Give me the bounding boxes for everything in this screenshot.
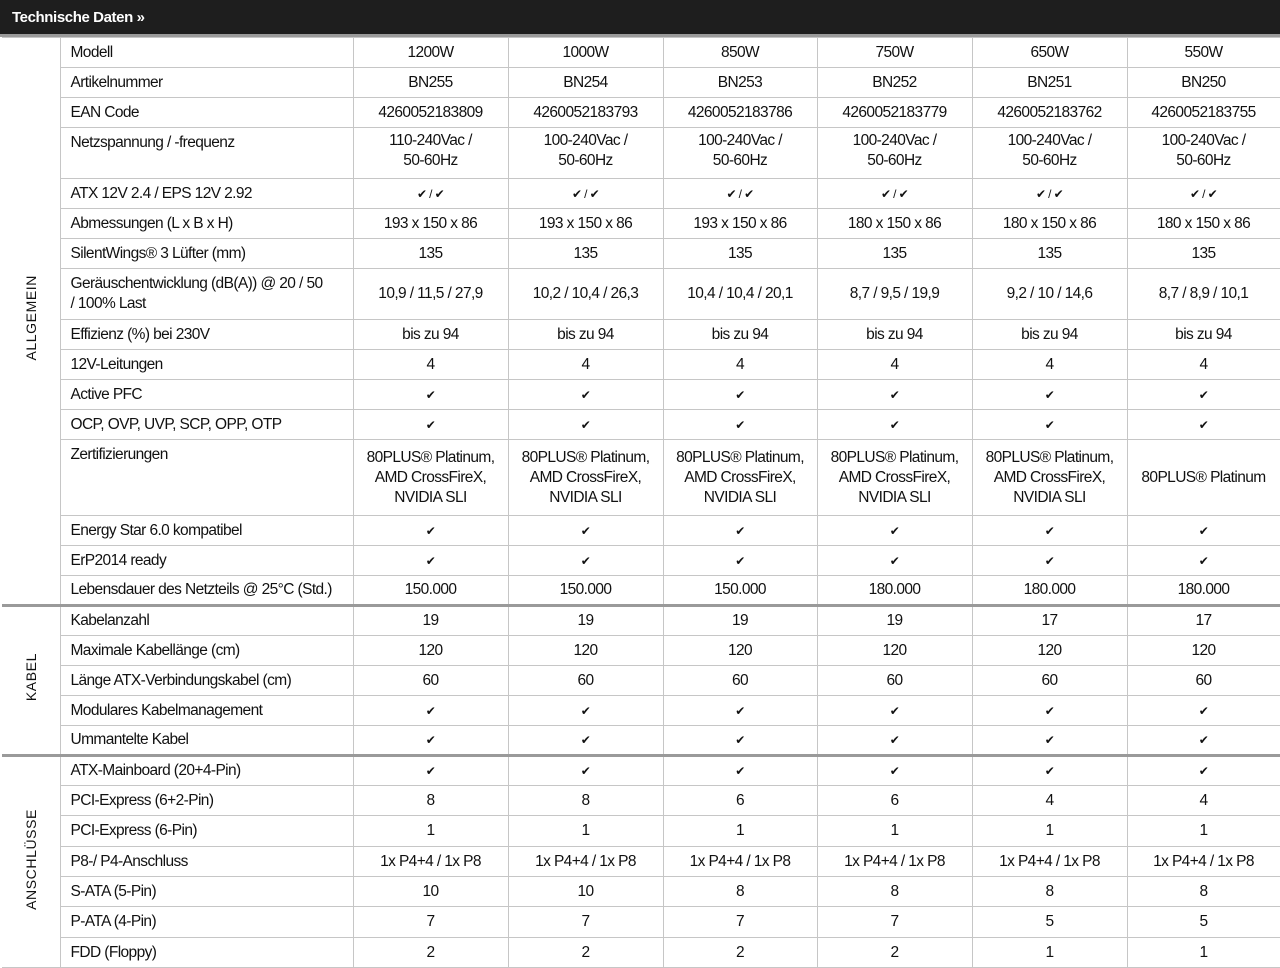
spec-value: 135 [817,239,972,269]
spec-label: ATX 12V 2.4 / EPS 12V 2.92 [60,179,353,209]
spec-value: 4 [663,350,817,380]
check-icon-cell: ✔ / ✔ [1127,179,1280,209]
spec-value: 8 [817,877,972,907]
spec-label: Kabelanzahl [60,606,353,636]
spec-value: 135 [353,239,508,269]
spec-value: 180.000 [817,576,972,606]
spec-label: Active PFC [60,380,353,410]
spec-value: 1x P4+4 / 1x P8 [1127,847,1280,877]
spec-value: 150.000 [353,576,508,606]
spec-value: 180 x 150 x 86 [817,209,972,239]
spec-value: 750W [817,38,972,68]
check-icon-cell: ✔ [817,756,972,786]
check-icon-cell: ✔ [353,726,508,756]
spec-value: 1x P4+4 / 1x P8 [663,847,817,877]
spec-value: 80PLUS® Platinum [1127,440,1280,516]
spec-value: 8 [972,877,1127,907]
page-title: Technische Daten » [12,8,145,26]
spec-value: 120 [817,636,972,666]
check-icon-cell: ✔ [353,756,508,786]
spec-value: 19 [508,606,663,636]
spec-value: 2 [663,938,817,968]
section-label: ALLGEMEIN [22,275,39,361]
spec-value: 1200W [353,38,508,68]
spec-value: 4260052183809 [353,98,508,128]
spec-value: 1 [1127,938,1280,968]
spec-value: BN251 [972,68,1127,98]
table-row [2,938,1280,968]
check-icon-cell: ✔ [817,380,972,410]
spec-value: 60 [353,666,508,696]
section-label: KABEL [22,653,39,702]
table-row [2,546,1280,576]
spec-value: 4260052183786 [663,98,817,128]
spec-value: BN252 [817,68,972,98]
spec-value: 1x P4+4 / 1x P8 [817,847,972,877]
spec-value: bis zu 94 [508,320,663,350]
spec-value: BN255 [353,68,508,98]
spec-label: Artikelnummer [60,68,353,98]
check-icon-cell: ✔ [508,546,663,576]
spec-label: Zertifizierungen [60,440,353,516]
spec-value: 19 [663,606,817,636]
table-row [2,666,1280,696]
spec-value: 2 [817,938,972,968]
table-row [2,320,1280,350]
spec-value: 1x P4+4 / 1x P8 [508,847,663,877]
spec-value: BN253 [663,68,817,98]
spec-value: 19 [817,606,972,636]
spec-value: 4 [972,350,1127,380]
spec-value: 60 [1127,666,1280,696]
spec-value: bis zu 94 [972,320,1127,350]
table-row [2,68,1280,98]
spec-value: 80PLUS® Platinum, AMD CrossFireX, NVIDIA SLI [972,440,1127,516]
spec-value: 17 [972,606,1127,636]
spec-value: 120 [972,636,1127,666]
spec-value: bis zu 94 [1127,320,1280,350]
spec-label: Lebensdauer des Netzteils @ 25°C (Std.) [60,576,353,606]
check-icon-cell: ✔ [1127,696,1280,726]
table-row [2,209,1280,239]
spec-value: 1 [817,816,972,847]
check-icon-cell: ✔ [353,380,508,410]
check-icon-cell: ✔ [1127,546,1280,576]
table-row [2,269,1280,320]
spec-value: 180.000 [1127,576,1280,606]
check-icon-cell: ✔ [353,546,508,576]
spec-value: bis zu 94 [663,320,817,350]
check-icon-cell: ✔ [508,516,663,546]
spec-value: 9,2 / 10 / 14,6 [972,269,1127,320]
spec-value: 1x P4+4 / 1x P8 [972,847,1127,877]
spec-label: Netzspannung / -frequenz [60,128,353,179]
check-icon-cell: ✔ [972,546,1127,576]
table-row [2,907,1280,938]
spec-value: 8,7 / 8,9 / 10,1 [1127,269,1280,320]
spec-value: 10,4 / 10,4 / 20,1 [663,269,817,320]
spec-label: S-ATA (5-Pin) [60,877,353,907]
check-icon-cell: ✔ [1127,756,1280,786]
check-icon-cell: ✔ [508,726,663,756]
spec-label: PCI-Express (6-Pin) [60,816,353,847]
spec-value: 1 [1127,816,1280,847]
check-icon-cell: ✔ [353,410,508,440]
check-icon-cell: ✔ / ✔ [817,179,972,209]
check-icon-cell: ✔ [972,726,1127,756]
spec-label: 12V-Leitungen [60,350,353,380]
spec-value: 120 [508,636,663,666]
spec-value: 60 [972,666,1127,696]
spec-value: 80PLUS® Platinum, AMD CrossFireX, NVIDIA SLI [508,440,663,516]
table-row [2,239,1280,269]
spec-value: 193 x 150 x 86 [508,209,663,239]
table-row [2,576,1280,606]
spec-value: 120 [353,636,508,666]
table-row [2,410,1280,440]
spec-value: 1000W [508,38,663,68]
spec-value: 8 [1127,877,1280,907]
spec-value: 4 [1127,350,1280,380]
check-icon-cell: ✔ [508,696,663,726]
spec-value: 4260052183755 [1127,98,1280,128]
table-row [2,726,1280,756]
spec-value: 193 x 150 x 86 [663,209,817,239]
spec-value: 8 [353,786,508,816]
spec-value: 4260052183793 [508,98,663,128]
spec-value: BN250 [1127,68,1280,98]
spec-value: 8,7 / 9,5 / 19,9 [817,269,972,320]
spec-value: 1x P4+4 / 1x P8 [353,847,508,877]
table-row [2,128,1280,179]
spec-label: Modulares Kabelmanagement [60,696,353,726]
spec-value: 100-240Vac / 50-60Hz [817,128,972,179]
table-row [2,816,1280,847]
check-icon-cell: ✔ [1127,380,1280,410]
spec-label: ErP2014 ready [60,546,353,576]
spec-value: 60 [663,666,817,696]
spec-value: 2 [508,938,663,968]
spec-label: Ummantelte Kabel [60,726,353,756]
spec-value: 180 x 150 x 86 [1127,209,1280,239]
spec-value: 4 [972,786,1127,816]
check-icon-cell: ✔ [1127,516,1280,546]
table-row [2,350,1280,380]
spec-value: 10 [353,877,508,907]
table-row [2,38,1280,68]
spec-value: bis zu 94 [353,320,508,350]
spec-value: 8 [508,786,663,816]
spec-value: 180 x 150 x 86 [972,209,1127,239]
spec-value: 1 [972,816,1127,847]
spec-value: 4260052183762 [972,98,1127,128]
spec-label: Energy Star 6.0 kompatibel [60,516,353,546]
check-icon-cell: ✔ / ✔ [663,179,817,209]
spec-value: 6 [817,786,972,816]
spec-label: ATX-Mainboard (20+4-Pin) [60,756,353,786]
spec-label: Abmessungen (L x B x H) [60,209,353,239]
spec-value: bis zu 94 [817,320,972,350]
spec-value: 4 [1127,786,1280,816]
spec-label: SilentWings® 3 Lüfter (mm) [60,239,353,269]
table-row [2,98,1280,128]
check-icon-cell: ✔ / ✔ [508,179,663,209]
spec-value: 8 [663,877,817,907]
check-icon-cell: ✔ [663,696,817,726]
check-icon-cell: ✔ [1127,410,1280,440]
table-row [2,786,1280,816]
check-icon-cell: ✔ / ✔ [353,179,508,209]
spec-label: PCI-Express (6+2-Pin) [60,786,353,816]
table-row [2,380,1280,410]
spec-value: 19 [353,606,508,636]
table-row [2,636,1280,666]
spec-value: 1 [663,816,817,847]
check-icon-cell: ✔ [817,546,972,576]
spec-value: 6 [663,786,817,816]
table-row [2,179,1280,209]
spec-label: EAN Code [60,98,353,128]
spec-value: 5 [1127,907,1280,938]
spec-value: 180.000 [972,576,1127,606]
spec-table [2,37,1280,968]
spec-value: 100-240Vac / 50-60Hz [663,128,817,179]
check-icon-cell: ✔ [353,516,508,546]
spec-value: 10,9 / 11,5 / 27,9 [353,269,508,320]
spec-value: 150.000 [508,576,663,606]
check-icon-cell: ✔ [1127,726,1280,756]
spec-label: P8-/ P4-Anschluss [60,847,353,877]
spec-value: 7 [817,907,972,938]
spec-value: 100-240Vac / 50-60Hz [972,128,1127,179]
spec-value: 1 [972,938,1127,968]
check-icon-cell: ✔ [817,516,972,546]
spec-value: 1 [508,816,663,847]
spec-value: 7 [663,907,817,938]
table-row [2,606,1280,636]
spec-value: 60 [817,666,972,696]
spec-value: 550W [1127,38,1280,68]
check-icon-cell: ✔ [817,696,972,726]
table-row [2,440,1280,516]
spec-value: 80PLUS® Platinum, AMD CrossFireX, NVIDIA SLI [353,440,508,516]
spec-value: 4 [817,350,972,380]
table-row [2,696,1280,726]
table-row [2,756,1280,786]
spec-value: BN254 [508,68,663,98]
section-label: ANSCHLÜSSE [22,808,39,910]
spec-label: Modell [60,38,353,68]
check-icon-cell: ✔ [972,410,1127,440]
check-icon-cell: ✔ [972,756,1127,786]
spec-label: OCP, OVP, UVP, SCP, OPP, OTP [60,410,353,440]
check-icon-cell: ✔ [663,726,817,756]
spec-value: 120 [1127,636,1280,666]
spec-label: Maximale Kabellänge (cm) [60,636,353,666]
spec-value: 10 [508,877,663,907]
check-icon-cell: ✔ [663,380,817,410]
check-icon-cell: ✔ [972,380,1127,410]
check-icon-cell: ✔ [663,410,817,440]
spec-label: Effizienz (%) bei 230V [60,320,353,350]
check-icon-cell: ✔ [508,380,663,410]
section-label-cell [2,38,60,606]
table-row [2,516,1280,546]
check-icon-cell: ✔ [972,516,1127,546]
check-icon-cell: ✔ / ✔ [972,179,1127,209]
spec-value: 10,2 / 10,4 / 26,3 [508,269,663,320]
section-header [0,0,1280,37]
check-icon-cell: ✔ [663,756,817,786]
spec-value: 7 [508,907,663,938]
spec-value: 7 [353,907,508,938]
spec-value: 4 [508,350,663,380]
spec-value: 120 [663,636,817,666]
spec-value: 1 [353,816,508,847]
spec-value: 80PLUS® Platinum, AMD CrossFireX, NVIDIA SLI [663,440,817,516]
spec-value: 5 [972,907,1127,938]
spec-label: FDD (Floppy) [60,938,353,968]
check-icon-cell: ✔ [508,756,663,786]
spec-value: 850W [663,38,817,68]
section-label-cell [2,606,60,756]
spec-value: 110-240Vac / 50-60Hz [353,128,508,179]
spec-value: 80PLUS® Platinum, AMD CrossFireX, NVIDIA SLI [817,440,972,516]
spec-value: 135 [508,239,663,269]
spec-value: 2 [353,938,508,968]
check-icon-cell: ✔ [817,410,972,440]
spec-value: 135 [972,239,1127,269]
spec-value: 60 [508,666,663,696]
spec-label: Geräuschentwicklung (dB(A)) @ 20 / 50 / 100% Last [60,269,353,320]
spec-label: P-ATA (4-Pin) [60,907,353,938]
table-row [2,847,1280,877]
spec-value: 4 [353,350,508,380]
check-icon-cell: ✔ [663,546,817,576]
spec-value: 135 [663,239,817,269]
spec-value: 193 x 150 x 86 [353,209,508,239]
check-icon-cell: ✔ [353,696,508,726]
table-row [2,877,1280,907]
spec-label: Länge ATX-Verbindungskabel (cm) [60,666,353,696]
section-label-cell [2,756,60,968]
spec-value: 100-240Vac / 50-60Hz [508,128,663,179]
spec-value: 100-240Vac / 50-60Hz [1127,128,1280,179]
check-icon-cell: ✔ [663,516,817,546]
check-icon-cell: ✔ [508,410,663,440]
check-icon-cell: ✔ [972,696,1127,726]
spec-value: 4260052183779 [817,98,972,128]
spec-value: 17 [1127,606,1280,636]
spec-value: 650W [972,38,1127,68]
spec-value: 150.000 [663,576,817,606]
check-icon-cell: ✔ [817,726,972,756]
spec-value: 135 [1127,239,1280,269]
